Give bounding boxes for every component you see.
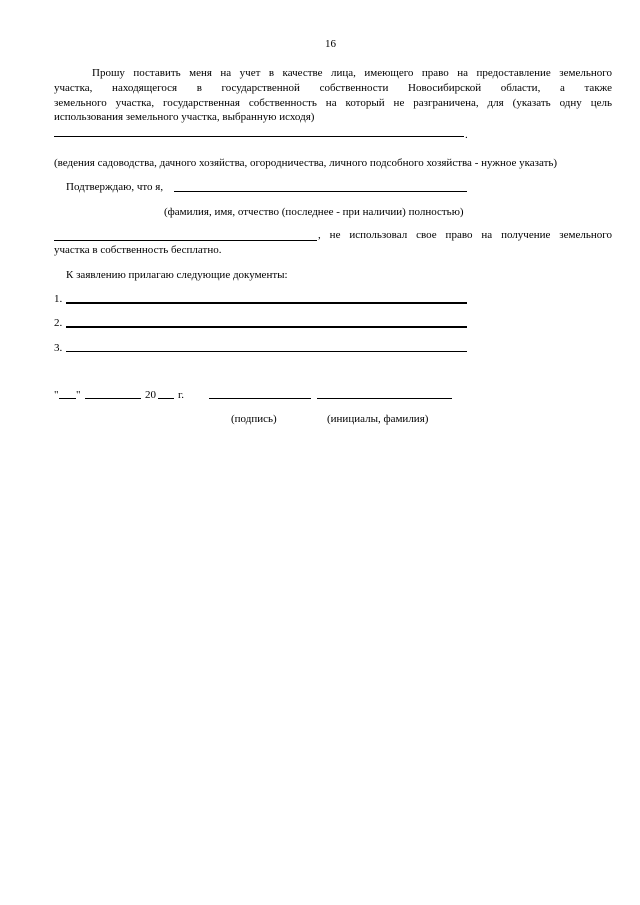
attachment-line-2[interactable]	[66, 326, 467, 328]
request-line-3: земельного участка, государственная собственность на который не разграничена, для (указать одну цель	[54, 97, 612, 109]
request-line-4: использования земельного участка, выбранную исходя)	[54, 111, 315, 123]
signature-blank[interactable]	[209, 398, 311, 399]
date-quote-close: "	[76, 389, 81, 401]
confirm-cont-line-2: участка в собственность бесплатно.	[54, 244, 222, 256]
attachment-number-1: 1.	[54, 293, 63, 305]
year-blank[interactable]	[158, 398, 174, 399]
attachment-line-1[interactable]	[66, 302, 467, 304]
purpose-hint: (ведения садоводства, дачного хозяйства, огородничества, личного подсобного хозяйства - нужное указать)	[54, 157, 558, 169]
name-blank[interactable]	[317, 398, 452, 399]
purpose-blank-end: .	[465, 129, 468, 141]
confirm-prefix: Подтверждаю, что я,	[66, 181, 164, 193]
purpose-blank-line[interactable]	[54, 136, 464, 137]
name-hint: (инициалы, фамилия)	[327, 413, 429, 425]
attachment-number-3: 3.	[54, 342, 63, 354]
fio-blank-line[interactable]	[174, 191, 467, 192]
confirm-cont-line-1: , не использовал свое право на получение земельного	[318, 229, 612, 241]
year-suffix: г.	[178, 389, 185, 401]
fio-continued-blank-line[interactable]	[54, 240, 317, 241]
request-line-2: участка, находящегося в государственной собственности Новосибирской области, а также	[54, 82, 612, 94]
date-day-blank[interactable]	[59, 398, 76, 399]
page-number: 16	[325, 38, 336, 50]
attachment-number-2: 2.	[54, 317, 63, 329]
date-month-blank[interactable]	[85, 398, 141, 399]
attachments-heading: К заявлению прилагаю следующие документы:	[66, 269, 288, 281]
fio-hint: (фамилия, имя, отчество (последнее - при наличии) полностью)	[164, 206, 464, 218]
date-quote-open: "	[54, 389, 59, 401]
signature-hint: (подпись)	[231, 413, 277, 425]
request-line-1: Прошу поставить меня на учет в качестве лица, имеющего право на предоставление земельного	[92, 67, 612, 79]
year-prefix: 20	[145, 389, 156, 401]
attachment-line-3[interactable]	[66, 351, 467, 352]
